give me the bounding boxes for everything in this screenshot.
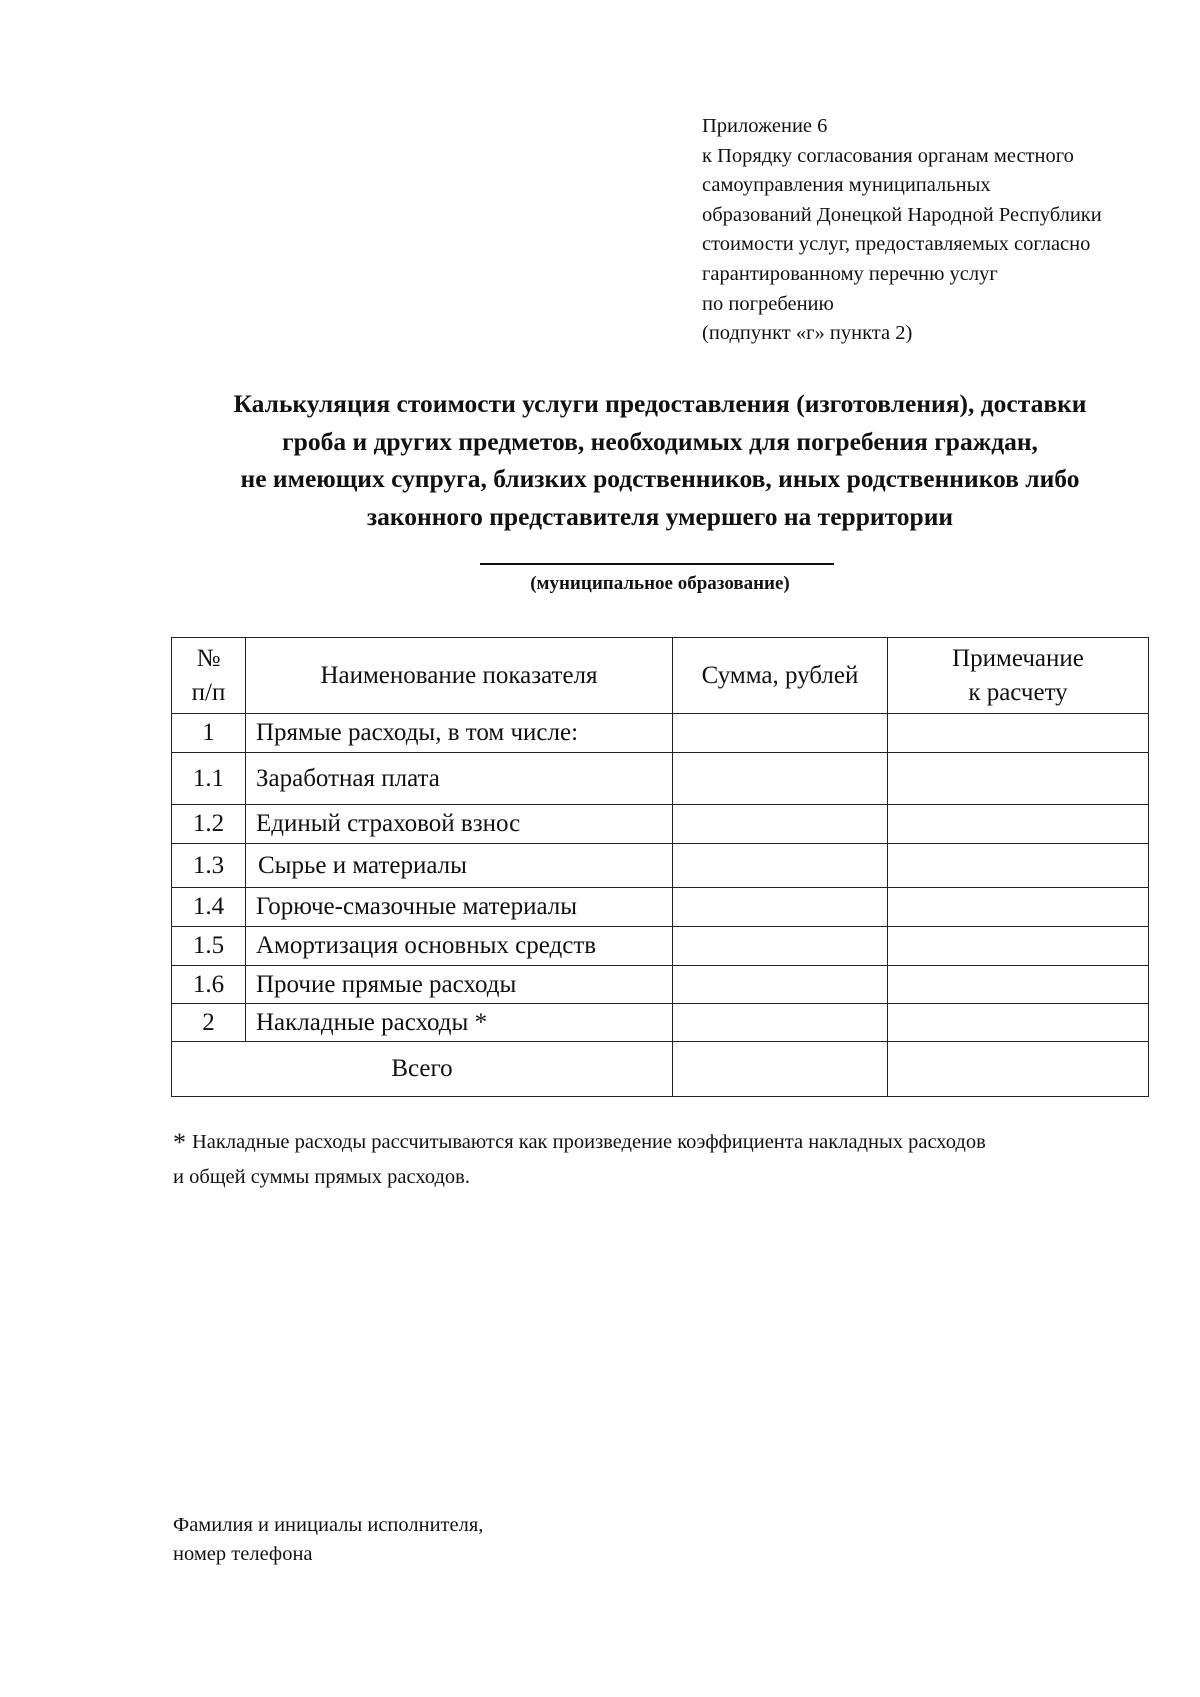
row-num: 1.1 bbox=[172, 753, 246, 805]
row-sum-cell bbox=[673, 805, 888, 844]
row-note-cell bbox=[888, 753, 1149, 805]
header-note-line: к расчету bbox=[968, 678, 1068, 706]
row-note-cell bbox=[888, 966, 1149, 1004]
header-num-line: п/п bbox=[191, 678, 226, 706]
row-name: Сырье и материалы bbox=[246, 844, 673, 888]
table-row bbox=[172, 1004, 1149, 1042]
appendix-line: самоуправления муниципальных bbox=[702, 174, 991, 197]
table-row bbox=[172, 888, 1149, 927]
title-line: гроба и других предметов, необходимых для погребения граждан, bbox=[282, 426, 1038, 456]
row-sum-cell bbox=[673, 927, 888, 966]
row-num: 1.4 bbox=[172, 888, 246, 927]
appendix-line: (подпункт «г» пункта 2) bbox=[702, 322, 913, 345]
header-sum: Сумма, рублей bbox=[673, 638, 888, 714]
row-note-cell bbox=[888, 714, 1149, 753]
executor-block bbox=[173, 1511, 673, 1569]
title-line: не имеющих супруга, близких родственников, иных родственников либо bbox=[240, 464, 1080, 493]
table-row bbox=[172, 805, 1149, 844]
appendix-line: к Порядку согласования органам местного bbox=[702, 144, 1074, 167]
table-row bbox=[172, 966, 1149, 1004]
row-num: 1.6 bbox=[172, 966, 246, 1004]
document-title bbox=[150, 385, 1170, 535]
appendix-block bbox=[702, 112, 1172, 349]
appendix-line: образований Донецкой Народной Республики bbox=[702, 203, 1102, 226]
row-sum-cell bbox=[673, 888, 888, 927]
table-row bbox=[172, 927, 1149, 966]
footnote-text: Накладные расходы рассчитываются как произведение коэффициента накладных расходов bbox=[192, 1131, 986, 1153]
row-note-cell bbox=[888, 888, 1149, 927]
row-note-cell bbox=[888, 844, 1149, 888]
row-name: Заработная плата bbox=[246, 753, 673, 805]
municipality-caption: (муниципальное образование) bbox=[530, 573, 790, 594]
row-note-cell bbox=[888, 927, 1149, 966]
row-note-cell bbox=[888, 805, 1149, 844]
title-line: законного представителя умершего на территории bbox=[366, 501, 954, 531]
row-name: Прочие прямые расходы bbox=[246, 966, 673, 1004]
appendix-line: по погребению bbox=[702, 292, 834, 315]
executor-line: Фамилия и инициалы исполнителя, bbox=[173, 1514, 484, 1536]
total-sum-cell bbox=[673, 1042, 888, 1097]
header-note bbox=[888, 638, 1149, 714]
table-header-row bbox=[172, 638, 1149, 714]
row-note-cell bbox=[888, 1004, 1149, 1042]
header-num-line: № bbox=[196, 644, 221, 672]
header-num bbox=[172, 638, 246, 714]
executor-line: номер телефона bbox=[173, 1543, 313, 1565]
row-name: Накладные расходы * bbox=[246, 1004, 673, 1042]
table-row bbox=[172, 753, 1149, 805]
total-label: Всего bbox=[172, 1042, 673, 1097]
header-note-line: Примечание bbox=[952, 644, 1084, 672]
footnote-line bbox=[173, 1125, 1153, 1160]
table-total-row bbox=[172, 1042, 1149, 1097]
footnote-asterisk: * bbox=[173, 1128, 186, 1157]
total-note-cell bbox=[888, 1042, 1149, 1097]
appendix-line: гарантированному перечню услуг bbox=[702, 262, 998, 285]
row-num: 1.2 bbox=[172, 805, 246, 844]
title-line: Калькуляция стоимости услуги предоставления (изготовления), доставки bbox=[233, 389, 1087, 418]
row-sum-cell bbox=[673, 966, 888, 1004]
footnote bbox=[173, 1125, 1153, 1195]
row-num: 2 bbox=[172, 1004, 246, 1042]
calculation-table bbox=[171, 637, 1149, 1097]
row-sum-cell bbox=[673, 753, 888, 805]
row-sum-cell bbox=[673, 1004, 888, 1042]
row-num: 1 bbox=[172, 714, 246, 753]
appendix-line: стоимости услуг, предоставляемых согласно bbox=[702, 233, 1091, 256]
row-num: 1.5 bbox=[172, 927, 246, 966]
header-name: Наименование показателя bbox=[246, 638, 673, 714]
row-name: Горюче-смазочные материалы bbox=[246, 888, 673, 927]
row-name: Амортизация основных средств bbox=[246, 927, 673, 966]
appendix-line: Приложение 6 bbox=[702, 115, 828, 137]
row-name: Единый страховой взнос bbox=[246, 805, 673, 844]
row-num: 1.3 bbox=[172, 844, 246, 888]
row-sum-cell bbox=[673, 844, 888, 888]
municipality-blank-line bbox=[480, 563, 834, 565]
table-row bbox=[172, 844, 1149, 888]
row-name: Прямые расходы, в том числе: bbox=[246, 714, 673, 753]
table-row bbox=[172, 714, 1149, 753]
footnote-line: и общей суммы прямых расходов. bbox=[173, 1166, 470, 1188]
row-sum-cell bbox=[673, 714, 888, 753]
